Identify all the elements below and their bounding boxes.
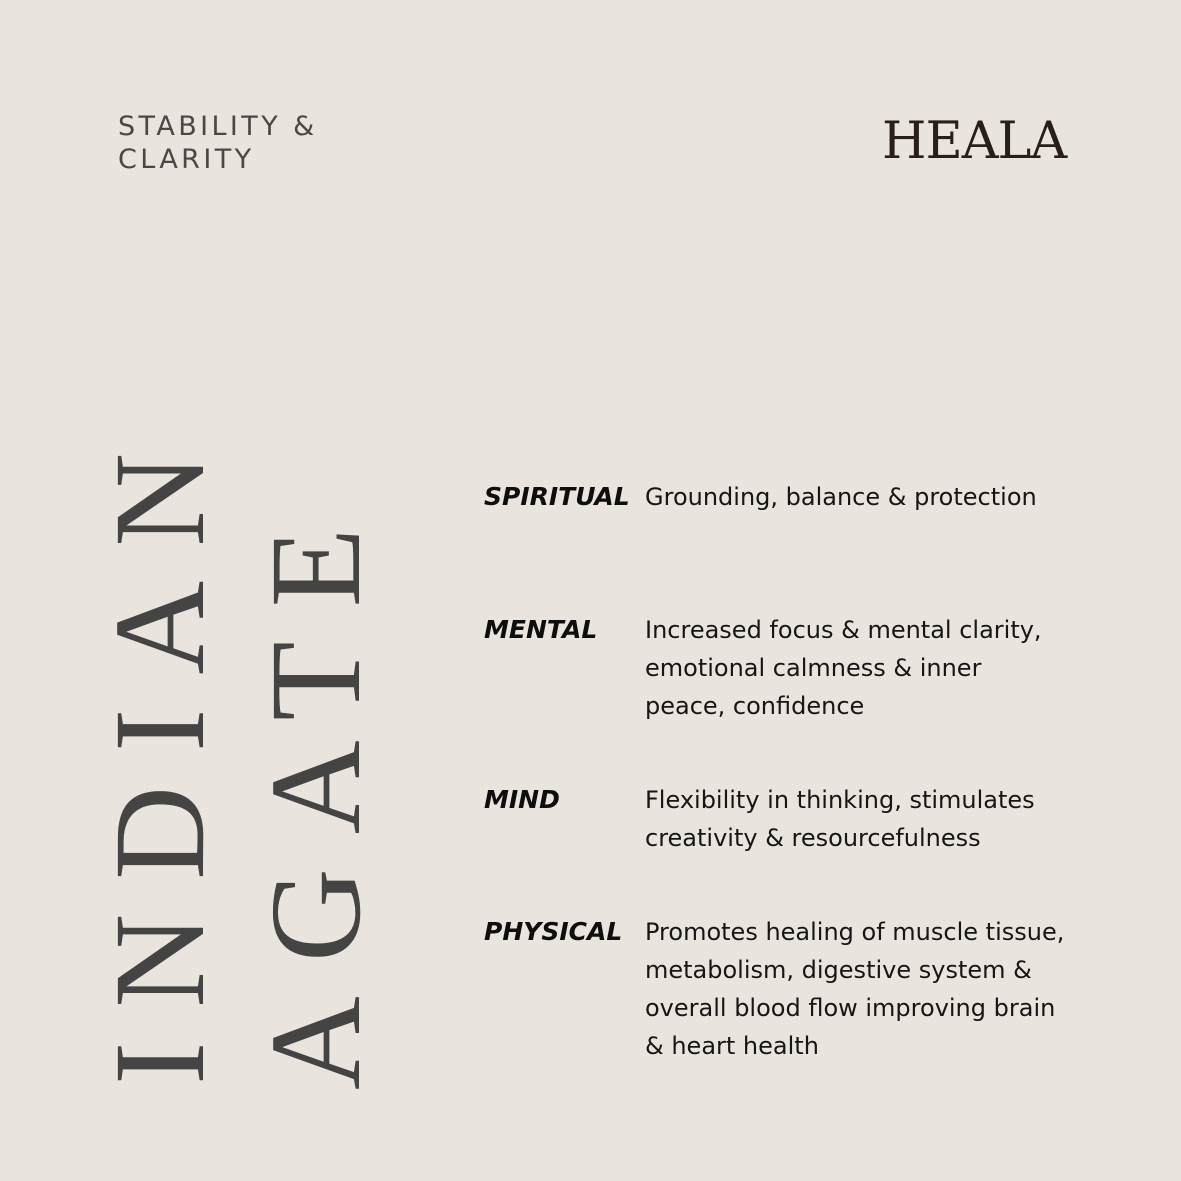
tagline-line-1: STABILITY & bbox=[118, 111, 318, 142]
tagline-line-2: CLARITY bbox=[118, 144, 255, 175]
title-word-indian: INDIAN bbox=[88, 418, 232, 1085]
property-description: Promotes healing of muscle tissue, metabolism, digestive system & overall blood flow improving brain & heart health bbox=[645, 918, 1065, 1060]
brand-logo: HEALA bbox=[882, 112, 1067, 171]
property-label: PHYSICAL bbox=[484, 917, 623, 946]
tagline bbox=[118, 110, 318, 176]
property-description: Flexibility in thinking, stimulates creativity & resourcefulness bbox=[645, 786, 1035, 852]
property-description: Grounding, balance & protection bbox=[645, 483, 1037, 511]
property-label: SPIRITUAL bbox=[484, 482, 630, 511]
title-word-agate: AGATE bbox=[244, 493, 388, 1090]
property-label: MENTAL bbox=[484, 615, 598, 644]
property-label: MIND bbox=[484, 785, 560, 814]
property-description: Increased focus & mental clarity, emotional calmness & inner peace, confidence bbox=[645, 616, 1042, 720]
